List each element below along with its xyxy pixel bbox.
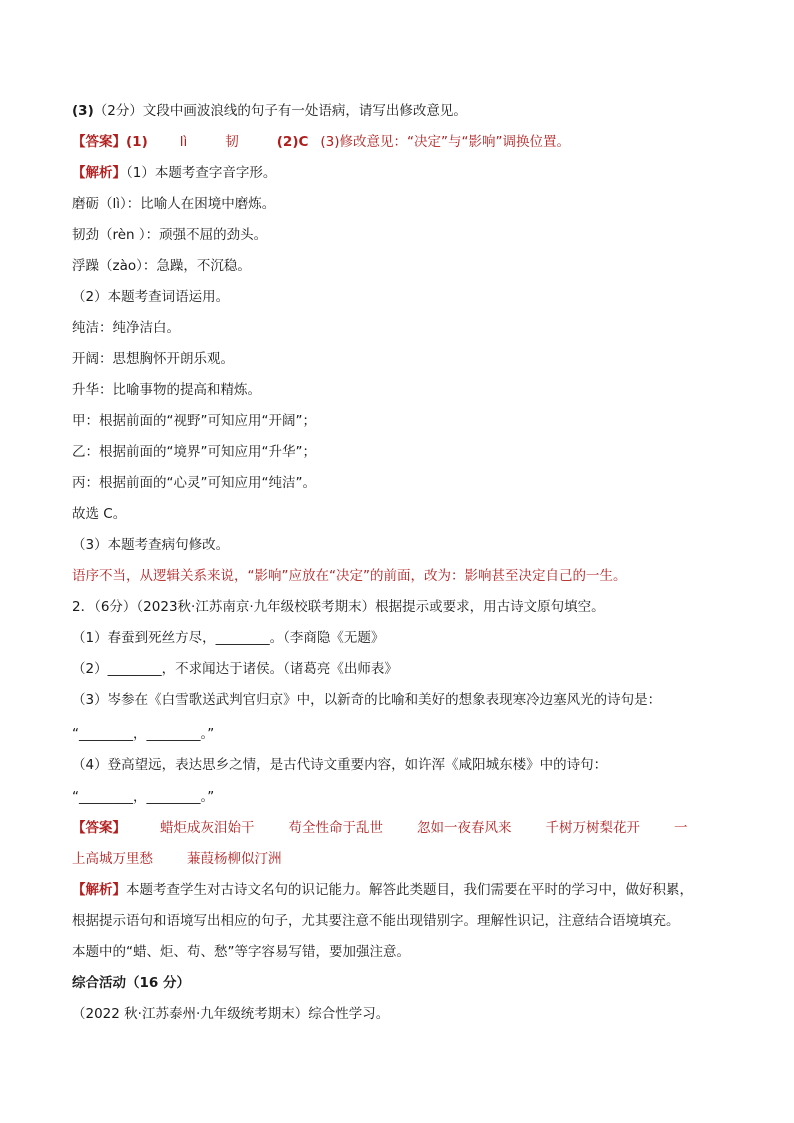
answer-item: 忽如一夜春风来 [417, 820, 512, 836]
section-subtitle: （2022 秋·江苏泰州·九年级统考期末）综合性学习。 [72, 1006, 390, 1022]
answer-2-cont [72, 849, 282, 869]
answer-item: 千树万树梨花开 [545, 820, 640, 836]
question-2-item: （1）春蚕到死丝方尽，________。（李商隐《无题》 [72, 630, 385, 646]
answer-part-3: (3)修改意见：“决定”与“影响”调换位置。 [320, 134, 570, 150]
question-2-blank: “________，________。” [72, 726, 215, 742]
question-2-item: （2）________，不求闻达于诸侯。（诸葛亮《出师表》 [72, 661, 398, 677]
analysis-line: 韧劲（rèn ）：顽强不屈的劲头。 [72, 227, 268, 243]
analysis-text: 本题考查学生对古诗文名句的识记能力。解答此类题目，我们需要在平时的学习中，做好积累， [126, 882, 693, 898]
analysis-line: 故选 C。 [72, 506, 127, 522]
answer-part-1-pinyin: lì [179, 134, 188, 150]
answer-part-1: (1) [126, 134, 148, 150]
question-2-title: 2．（6分）（2023秋·江苏南京·九年级校联考期末）根据提示或要求，用古诗文原句填空。 [72, 599, 605, 615]
analysis-line: （3）本题考查病句修改。 [72, 537, 230, 553]
answer-tag: 【答案】 [72, 134, 126, 150]
analysis-text: （1）本题考查字音字形。 [126, 165, 277, 181]
answer-2 [72, 818, 688, 838]
question-text: 文段中画波浪线的句子有一处语病，请写出修改意见。 [142, 103, 467, 119]
question-2-item: （3）岑参在《白雪歌送武判官归京》中，以新奇的比喻和美好的想象表现寒冷边塞风光的诗句是： [72, 692, 662, 708]
question-2-item: （4）登高望远，表达思乡之情，是古代诗文重要内容，如许浑《咸阳城东楼》中的诗句： [72, 757, 608, 773]
analysis-1-head [72, 163, 276, 183]
answer-item: 蜡炬成灰泪始干 [160, 820, 255, 836]
answer-1 [72, 132, 570, 152]
question-2-blank: “________，________。” [72, 789, 215, 805]
analysis-correction: 语序不当，从逻辑关系来说，“影响”应放在“决定”的前面，改为：影响甚至决定自己的一生。 [72, 568, 627, 584]
answer-tag: 【答案】 [72, 820, 126, 836]
answer-part-1-char: 韧 [225, 134, 239, 150]
question-number: (3) [72, 103, 94, 119]
analysis-line: 丙：根据前面的“心灵”可知应用“纯洁”。 [72, 475, 316, 491]
answer-item: 一 [674, 820, 688, 836]
analysis-2-line: 根据提示语句和语境写出相应的句子，尤其要注意不能出现错别字。理解性识记，注意结合语境填充。 [72, 913, 680, 929]
analysis-2-line [72, 880, 693, 900]
analysis-line: 浮躁（zào）：急躁，不沉稳。 [72, 258, 251, 274]
analysis-line: 磨砺（lì）：比喻人在困境中磨炼。 [72, 196, 276, 212]
analysis-line: （2）本题考查词语运用。 [72, 289, 230, 305]
answer-item: 苟全性命于乱世 [288, 820, 383, 836]
question-points: （2分） [93, 103, 143, 119]
section-title: 综合活动（16 分） [72, 975, 190, 991]
answer-part-2: (2)C [276, 134, 309, 150]
analysis-line: 乙：根据前面的“境界”可知应用“升华”； [72, 444, 316, 460]
analysis-tag: 【解析】 [72, 882, 126, 898]
analysis-2-line: 本题中的“蜡、炬、苟、愁”等字容易写错，要加强注意。 [72, 944, 410, 960]
question-3 [72, 101, 467, 121]
analysis-line: 开阔：思想胸怀开朗乐观。 [72, 351, 234, 367]
analysis-line: 升华：比喻事物的提高和精炼。 [72, 382, 261, 398]
analysis-line: 甲：根据前面的“视野”可知应用“开阔”； [72, 413, 316, 429]
analysis-tag: 【解析】 [72, 165, 126, 181]
answer-item: 蒹葭杨柳似汀洲 [187, 851, 282, 867]
analysis-line: 纯洁：纯净洁白。 [72, 320, 180, 336]
answer-item: 上高城万里愁 [72, 851, 153, 867]
